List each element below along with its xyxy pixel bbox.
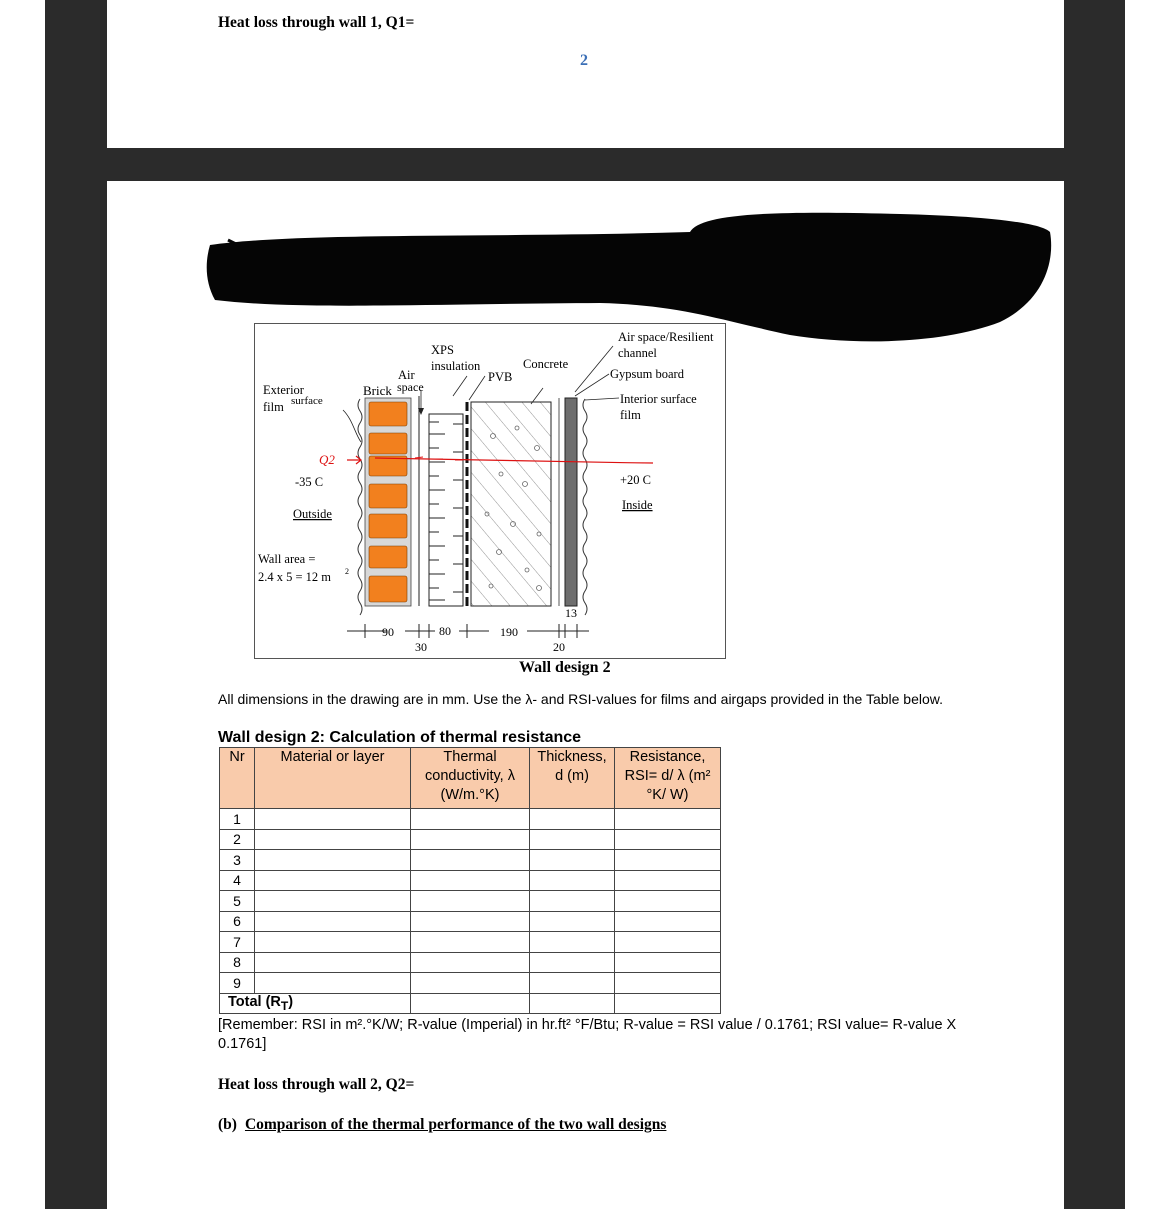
interior-film-line (583, 399, 587, 615)
exterior-film-line (358, 399, 362, 615)
table-row: 9 (220, 973, 721, 994)
header-material: Material or layer (255, 748, 411, 809)
label-brick: Brick (363, 383, 392, 398)
dim-gypsum: 13 (565, 606, 577, 620)
table-row: 5 (220, 891, 721, 912)
table-row: 8 (220, 952, 721, 973)
label-gypsum: Gypsum board (610, 367, 684, 381)
heat-loss-q2-label: Heat loss through wall 2, Q2= (218, 1076, 415, 1093)
header-thickness: Thickness, d (m) (530, 748, 615, 809)
dim-air: 30 (415, 640, 427, 654)
label-channel: channel (618, 346, 657, 360)
dim-concrete: 190 (500, 625, 518, 639)
figure-caption: Wall design 2 (519, 659, 611, 676)
label-wall-area-value: 2.4 x 5 = 12 m (258, 570, 332, 584)
table-row: 6 (220, 911, 721, 932)
page-number: 2 (580, 52, 588, 69)
label-interior-film: film (620, 408, 641, 422)
label-surface: surface (291, 395, 323, 407)
label-concrete: Concrete (523, 357, 569, 371)
table-total-row (220, 993, 721, 1014)
table-row: 3 (220, 850, 721, 871)
label-xps: XPS (431, 343, 454, 357)
header-conductivity: Thermal conductivity, λ (W/m.°K) (411, 748, 530, 809)
label-wall-area: Wall area = (258, 552, 316, 566)
total-label: Total $(R_T)$ (220, 993, 411, 1014)
label-insulation: insulation (431, 359, 481, 373)
remember-note: [Remember: RSI in m².°K/W; R-value (Imperial) in hr.ft² °F/Btu; R-value = RSI value / 0.1761; RSI value= R-value X 0.1761] (218, 1017, 957, 1052)
table-title: Wall design 2: Calculation of thermal resistance (218, 729, 582, 746)
dim-resilient: 20 (553, 640, 565, 654)
label-exterior: Exterior (263, 383, 304, 397)
table-header-row (220, 748, 721, 809)
label-exterior-film: film (263, 400, 284, 414)
label-wall-area-sup: 2 (345, 567, 349, 576)
label-inside: Inside (622, 498, 653, 512)
table-row: 7 (220, 932, 721, 953)
label-pvb: PVB (488, 370, 513, 384)
label-outside: Outside (293, 507, 332, 521)
label-inside-temp: +20 C (620, 473, 652, 487)
header-resistance: Resistance, RSI= d/ λ (m² °K/ W) (615, 748, 721, 809)
wall-design-diagram (254, 323, 726, 659)
table-row: 1 (220, 809, 721, 830)
dimensions-note: All dimensions in the drawing are in mm. Use the λ- and RSI-values for films and airgaps provided in the Table below. (218, 691, 943, 707)
q2-handwritten-label: Q2 (319, 452, 335, 467)
table-row: 4 (220, 870, 721, 891)
label-interior-surface: Interior surface (620, 392, 697, 406)
label-outside-temp: -35 C (295, 475, 324, 489)
dim-brick: 90 (382, 625, 394, 639)
heat-loss-q1-label: Heat loss through wall 1, Q1= (218, 14, 415, 31)
header-nr: Nr (220, 748, 255, 809)
part-b-heading: (b) Comparison of the thermal performance of the two wall designs (218, 1116, 667, 1133)
label-air-space: space (397, 380, 424, 394)
thermal-resistance-table (219, 747, 721, 1014)
label-air: Air (398, 368, 415, 382)
table-row: 2 (220, 829, 721, 850)
label-air-space-resilient: Air space/Resilient (618, 330, 714, 344)
dim-xps: 80 (439, 624, 451, 638)
